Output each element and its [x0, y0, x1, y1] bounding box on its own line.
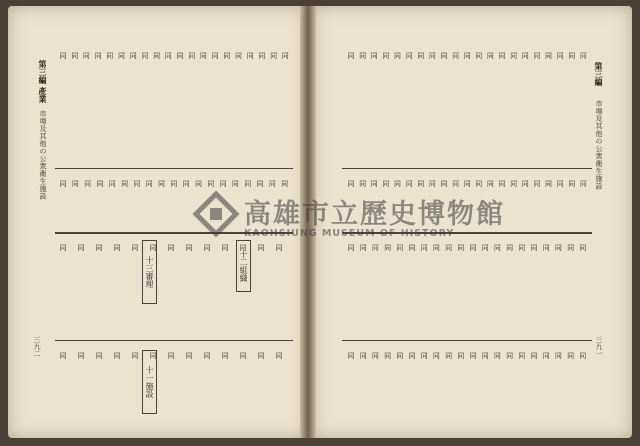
right-page-row2-column: 同 — [358, 180, 367, 188]
left-page-row2-column: 同 — [95, 180, 104, 188]
left-page-row3-column: 同 — [149, 244, 157, 252]
right-page-row2-column: 同 — [567, 180, 576, 188]
left-page-row2-column: 同 — [169, 180, 178, 188]
right-page-row4-column: 同 — [420, 352, 429, 360]
left-section-box-3: 十一施設 — [142, 350, 157, 414]
right-running-head: 第三編 — [594, 62, 604, 86]
left-page-row1-column: 同 — [211, 52, 220, 60]
left-page-row3-column: 同 — [95, 244, 103, 252]
left-page-row1-column: 同 — [164, 52, 173, 60]
right-page-row3-column: 同 — [383, 244, 392, 252]
left-page-row3-column: 同 — [59, 244, 67, 252]
right-page-row3-column: 同 — [432, 244, 441, 252]
right-page-row4-column: 同 — [347, 352, 355, 360]
right-page-row2-column: 同 — [474, 180, 483, 188]
right-page-row2-column: 同 — [381, 180, 390, 188]
left-page-row1-column: 同 — [105, 52, 114, 60]
left-page-row1-column: 同 — [152, 52, 161, 60]
right-page-row4-column: 同 — [530, 352, 538, 360]
right-page-row4-column: 同 — [456, 352, 465, 360]
right-page-row4-column: 同 — [432, 352, 441, 360]
right-page-row1-column: 同 — [358, 52, 367, 60]
right-page-row4-column: 同 — [359, 352, 368, 360]
left-section-box-1: 十三審理 — [142, 240, 157, 304]
watermark-subtitle: KAOHSIUNG MUSEUM OF HISTORY — [244, 228, 455, 239]
right-page-row4-column: 同 — [395, 352, 404, 360]
right-page-row3-column: 同 — [371, 244, 380, 252]
right-page-row2-column: 同 — [451, 180, 460, 188]
right-page-number: 三九一 — [595, 336, 603, 357]
right-page-row3-column: 同 — [542, 244, 551, 252]
left-page-row4-column: 同 — [149, 352, 157, 360]
left-side-caption: 市場及其他の公衆衛生施設 — [39, 110, 47, 200]
left-page-row4-column: 同 — [221, 352, 229, 360]
left-page-row4-column: 同 — [239, 352, 247, 360]
left-page-row1-column: 同 — [234, 52, 243, 60]
left-running-head: 第三編 產業 — [38, 60, 48, 103]
left-page-row2-column: 同 — [71, 180, 80, 188]
left-page-row4-column: 同 — [113, 352, 121, 360]
right-page-row3-column: 同 — [566, 244, 575, 252]
right-page-row1-column: 同 — [556, 52, 565, 60]
right-page-row2-column: 同 — [532, 180, 541, 188]
right-page-row1-column: 同 — [347, 52, 355, 60]
right-page-row2-column: 同 — [498, 180, 507, 188]
left-page-row1-column: 同 — [199, 52, 208, 60]
right-page-row1-column: 同 — [567, 52, 576, 60]
right-page-row3-column: 同 — [347, 244, 355, 252]
right-page-row2-column: 同 — [556, 180, 565, 188]
museum-logo-icon — [192, 190, 240, 238]
left-page-row3-column: 同 — [185, 244, 193, 252]
left-page-row1-column: 同 — [140, 52, 149, 60]
right-page-row3-column: 同 — [505, 244, 514, 252]
right-page-row3-column: 同 — [469, 244, 477, 252]
right-page-row1-column: 同 — [579, 52, 588, 60]
right-page-row2-column: 同 — [370, 180, 379, 188]
left-page-row2-column: 同 — [194, 180, 203, 188]
right-page-row2-column: 同 — [439, 180, 448, 188]
right-page-row3-column: 同 — [456, 244, 465, 252]
left-page-row3-column: 同 — [275, 244, 283, 252]
left-page-row2-column: 同 — [243, 180, 252, 188]
left-page-row2-column: 同 — [231, 180, 240, 188]
left-page-row4-column: 同 — [275, 352, 283, 360]
right-page-row4-column: 同 — [517, 352, 526, 360]
right-page-row1-column: 同 — [370, 52, 379, 60]
left-page-row4-column: 同 — [95, 352, 103, 360]
right-page-row1-column: 同 — [381, 52, 390, 60]
right-page-row3-column: 同 — [359, 244, 368, 252]
right-page-row3-column: 同 — [578, 244, 587, 252]
right-page-row4-column: 同 — [408, 352, 416, 360]
right-page-row1-column: 同 — [544, 52, 553, 60]
right-page-row1-column: 同 — [486, 52, 495, 60]
right-page-row4-column: 同 — [578, 352, 587, 360]
right-page-row2-column: 同 — [416, 180, 425, 188]
left-rule-1 — [55, 168, 293, 169]
right-rule-3 — [342, 340, 592, 341]
left-page-row2-column: 同 — [157, 180, 166, 188]
right-page-row4-column: 同 — [371, 352, 380, 360]
left-page-row1-column: 同 — [187, 52, 196, 60]
right-page-row2-column: 同 — [405, 180, 414, 188]
right-page-row4-column: 同 — [481, 352, 490, 360]
right-page-row3-column: 同 — [444, 244, 453, 252]
right-page-row3-column: 同 — [517, 244, 526, 252]
right-page-row1-column: 同 — [405, 52, 414, 60]
right-page-row1-column: 同 — [451, 52, 460, 60]
right-page-row2-column: 同 — [509, 180, 518, 188]
right-page-row1-column: 同 — [463, 52, 472, 60]
right-page-row2-column: 同 — [428, 180, 437, 188]
left-page-row4-column: 同 — [203, 352, 211, 360]
left-page-row3-column: 同 — [77, 244, 85, 252]
right-page-row1-column: 同 — [416, 52, 425, 60]
left-page-row2-column: 同 — [182, 180, 191, 188]
right-page-row1-column: 同 — [439, 52, 448, 60]
left-page-row2-column: 同 — [120, 180, 129, 188]
left-page-row1-column: 同 — [59, 52, 67, 60]
right-page-row3-column: 同 — [420, 244, 429, 252]
left-page-row3-column: 同 — [257, 244, 265, 252]
left-page-row2-column: 同 — [132, 180, 141, 188]
right-page-row1-column: 同 — [428, 52, 437, 60]
right-page-row4-column: 同 — [444, 352, 453, 360]
left-page-row2-column: 同 — [268, 180, 277, 188]
right-page-row2-column: 同 — [579, 180, 588, 188]
right-page-row2-column: 同 — [347, 180, 355, 188]
left-page-row1-column: 同 — [257, 52, 266, 60]
right-page-row1-column: 同 — [393, 52, 402, 60]
left-page-row1-column: 同 — [269, 52, 278, 60]
right-page-row2-column: 同 — [463, 180, 472, 188]
right-page-row4-column: 同 — [505, 352, 514, 360]
left-section-box-2: 十二組織 — [236, 240, 251, 292]
left-page-row3-column: 同 — [221, 244, 229, 252]
left-page-row1-column: 同 — [70, 52, 79, 60]
left-page-row1-column: 同 — [82, 52, 91, 60]
right-page-row3-column: 同 — [408, 244, 416, 252]
left-page-row2-column: 同 — [219, 180, 228, 188]
left-page-row2-column: 同 — [256, 180, 265, 188]
left-page-row2-column: 同 — [59, 180, 67, 188]
left-page-row4-column: 同 — [167, 352, 175, 360]
left-page-row2-column: 同 — [83, 180, 92, 188]
left-page-row4-column: 同 — [131, 352, 139, 360]
left-page-row2-column: 同 — [145, 180, 154, 188]
right-page-row4-column: 同 — [554, 352, 563, 360]
left-rule-3 — [55, 340, 293, 341]
left-page-row3-column: 同 — [239, 244, 247, 252]
left-page-row4-column: 同 — [257, 352, 265, 360]
right-page-row4-column: 同 — [566, 352, 575, 360]
left-page-row2-column: 同 — [206, 180, 215, 188]
right-side-caption: 市場及其他の公衆衛生施設 — [595, 100, 603, 190]
right-page-row3-column: 同 — [395, 244, 404, 252]
left-page-row3-column: 同 — [113, 244, 121, 252]
left-page-row2-column: 同 — [108, 180, 117, 188]
right-page-row4-column: 同 — [493, 352, 502, 360]
left-page-row3-column: 同 — [203, 244, 211, 252]
right-page-row2-column: 同 — [544, 180, 553, 188]
left-page-row1-column: 同 — [281, 52, 290, 60]
right-page-row1-column: 同 — [521, 52, 530, 60]
left-page-row1-column: 同 — [117, 52, 126, 60]
right-page-row2-column: 同 — [393, 180, 402, 188]
left-page-row4-column: 同 — [185, 352, 193, 360]
left-page-row1-column: 同 — [176, 52, 184, 60]
right-page-row4-column: 同 — [469, 352, 477, 360]
watermark-title: 高雄市立歷史博物館 — [244, 199, 505, 230]
left-page-row1-column: 同 — [222, 52, 231, 60]
right-page-row3-column: 同 — [493, 244, 502, 252]
left-page-row2-column: 同 — [280, 180, 289, 188]
right-rule-1 — [342, 168, 592, 169]
right-page-row2-column: 同 — [486, 180, 495, 188]
left-page-row1-column: 同 — [246, 52, 255, 60]
left-page-row3-column: 同 — [131, 244, 139, 252]
right-page-row1-column: 同 — [498, 52, 507, 60]
right-page-row2-column: 同 — [521, 180, 530, 188]
left-page-row1-column: 同 — [94, 52, 103, 60]
left-page-row4-column: 同 — [59, 352, 67, 360]
left-page-row3-column: 同 — [167, 244, 175, 252]
right-page-row4-column: 同 — [383, 352, 392, 360]
right-page-row1-column: 同 — [474, 52, 483, 60]
left-page-row1-column: 同 — [129, 52, 138, 60]
right-page-row4-column: 同 — [542, 352, 551, 360]
left-page-number: 三九二 — [33, 336, 41, 357]
right-page-row3-column: 同 — [530, 244, 538, 252]
right-page-row3-column: 同 — [554, 244, 563, 252]
left-page-row4-column: 同 — [77, 352, 85, 360]
right-page-row1-column: 同 — [532, 52, 541, 60]
right-page-row1-column: 同 — [509, 52, 518, 60]
right-page-row3-column: 同 — [481, 244, 490, 252]
